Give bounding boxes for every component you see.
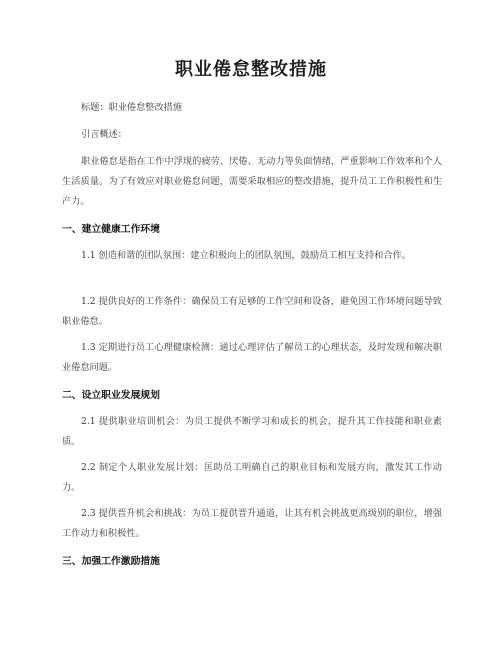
section-1-item-1: 1.1 创造和谐的团队氛围：建立积极向上的团队氛围，鼓励员工相互支持和合作。	[81, 250, 411, 261]
section-heading-2: 二、设立职业发展规划	[62, 390, 160, 401]
section-2-item-2: 2.2 制定个人职业发展计划：匡助员工明确自己的职业目标和发展方向，激发其工作动力。	[62, 462, 442, 493]
section-heading-3: 三、加强工作激励措施	[62, 556, 160, 567]
section-1-item-3: 1.3 定期进行员工心理健康检测：通过心理评估了解员工的心理状态，及时发现和解决职业倦怠问题。	[62, 342, 442, 373]
intro-paragraph: 职业倦怠是指在工作中浮现的疲劳、厌倦、无动力等负面情绪，严重影响工作效率和个人生活质量。为了有效应对职业倦怠问题，需要采取相应的整改措施，提升员工工作积极性和生产力。	[62, 156, 442, 207]
section-2-item-3: 2.3 提供晋升机会和挑战：为员工提供晋升通道，让其有机会挑战更高级别的职位，增强工作动力和积极性。	[62, 508, 442, 539]
section-heading-1: 一、建立健康工作环境	[62, 224, 160, 235]
intro-label: 引言概述：	[81, 129, 127, 140]
document-title: 职业倦怠整改措施	[175, 59, 327, 80]
section-2-item-1: 2.1 提供职业培训机会：为员工提供不断学习和成长的机会，提升其工作技能和职业素质。	[62, 416, 442, 447]
title-line: 标题：职业倦怠整改措施	[81, 102, 183, 113]
section-1-item-2: 1.2 提供良好的工作条件：确保员工有足够的工作空间和设备，避免因工作环境问题导致职业倦怠。	[62, 296, 442, 327]
